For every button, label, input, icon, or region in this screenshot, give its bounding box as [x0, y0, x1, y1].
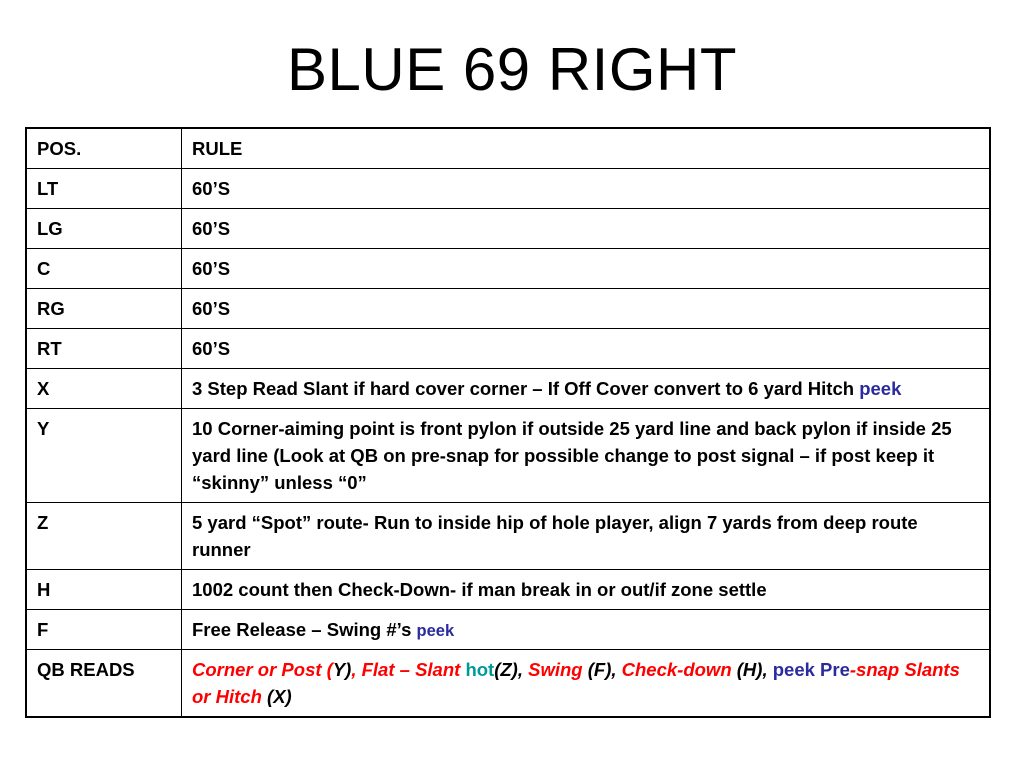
qb-read-peek: peek Pre	[772, 659, 850, 680]
pos-cell: F	[26, 610, 182, 650]
pos-cell: X	[26, 369, 182, 409]
table-row	[26, 249, 990, 289]
qb-read-part: ,	[351, 659, 362, 680]
table-row	[26, 369, 990, 409]
rule-cell	[182, 610, 991, 650]
rule-cell: 60’S	[182, 249, 991, 289]
qb-read-hot: hot	[465, 659, 495, 680]
table-row	[26, 209, 990, 249]
pos-cell: Y	[26, 409, 182, 503]
qb-read-part: Check-down	[621, 659, 732, 680]
peek-label: peek	[859, 378, 902, 399]
pos-cell: LG	[26, 209, 182, 249]
table-row	[26, 169, 990, 209]
pos-cell: QB READS	[26, 650, 182, 718]
qb-reads-row	[26, 650, 990, 718]
rules-table	[25, 127, 991, 718]
table-row	[26, 289, 990, 329]
qb-read-part: Flat – Slant	[361, 659, 466, 680]
table-row	[26, 503, 990, 570]
rule-cell: 1002 count then Check-Down- if man break in or out/if zone settle	[182, 570, 991, 610]
qb-reads-cell	[182, 650, 991, 718]
peek-label: peek	[416, 622, 455, 640]
qb-read-part: Corner or Post (	[192, 659, 333, 680]
qb-read-part: Y)	[332, 659, 352, 680]
header-rule: RULE	[182, 128, 991, 169]
pos-cell: H	[26, 570, 182, 610]
qb-read-part: (F),	[582, 659, 622, 680]
pos-cell: LT	[26, 169, 182, 209]
rule-cell	[182, 369, 991, 409]
qb-read-part: -snap Slants or Hitch	[192, 659, 960, 707]
rule-cell: 60’S	[182, 209, 991, 249]
slide-title: BLUE 69 RIGHT	[287, 36, 737, 103]
table-row	[26, 329, 990, 369]
rule-cell: 60’S	[182, 289, 991, 329]
rule-cell: 10 Corner-aiming point is front pylon if outside 25 yard line and back pylon if inside 25 yard line (Look at QB on pre-snap for possible change to post signal – if post keep it “skinny” unless “0”	[182, 409, 991, 503]
qb-read-part: Swing	[528, 659, 583, 680]
header-row	[26, 128, 990, 169]
qb-read-part: (Z),	[494, 659, 529, 680]
pos-cell: C	[26, 249, 182, 289]
rule-cell: 60’S	[182, 169, 991, 209]
table-row	[26, 409, 990, 503]
pos-cell: RT	[26, 329, 182, 369]
header-pos: POS.	[26, 128, 182, 169]
rule-text: Free Release – Swing #’s	[192, 619, 417, 640]
pos-cell: RG	[26, 289, 182, 329]
rule-cell: 5 yard “Spot” route- Run to inside hip of hole player, align 7 yards from deep route runner	[182, 503, 991, 570]
rule-cell: 60’S	[182, 329, 991, 369]
pos-cell: Z	[26, 503, 182, 570]
table-row	[26, 570, 990, 610]
table-row	[26, 610, 990, 650]
rule-text: 3 Step Read Slant if hard cover corner – If Off Cover convert to 6 yard Hitch	[192, 378, 860, 399]
qb-read-part: (H),	[731, 659, 773, 680]
qb-read-part: (X)	[261, 686, 292, 707]
